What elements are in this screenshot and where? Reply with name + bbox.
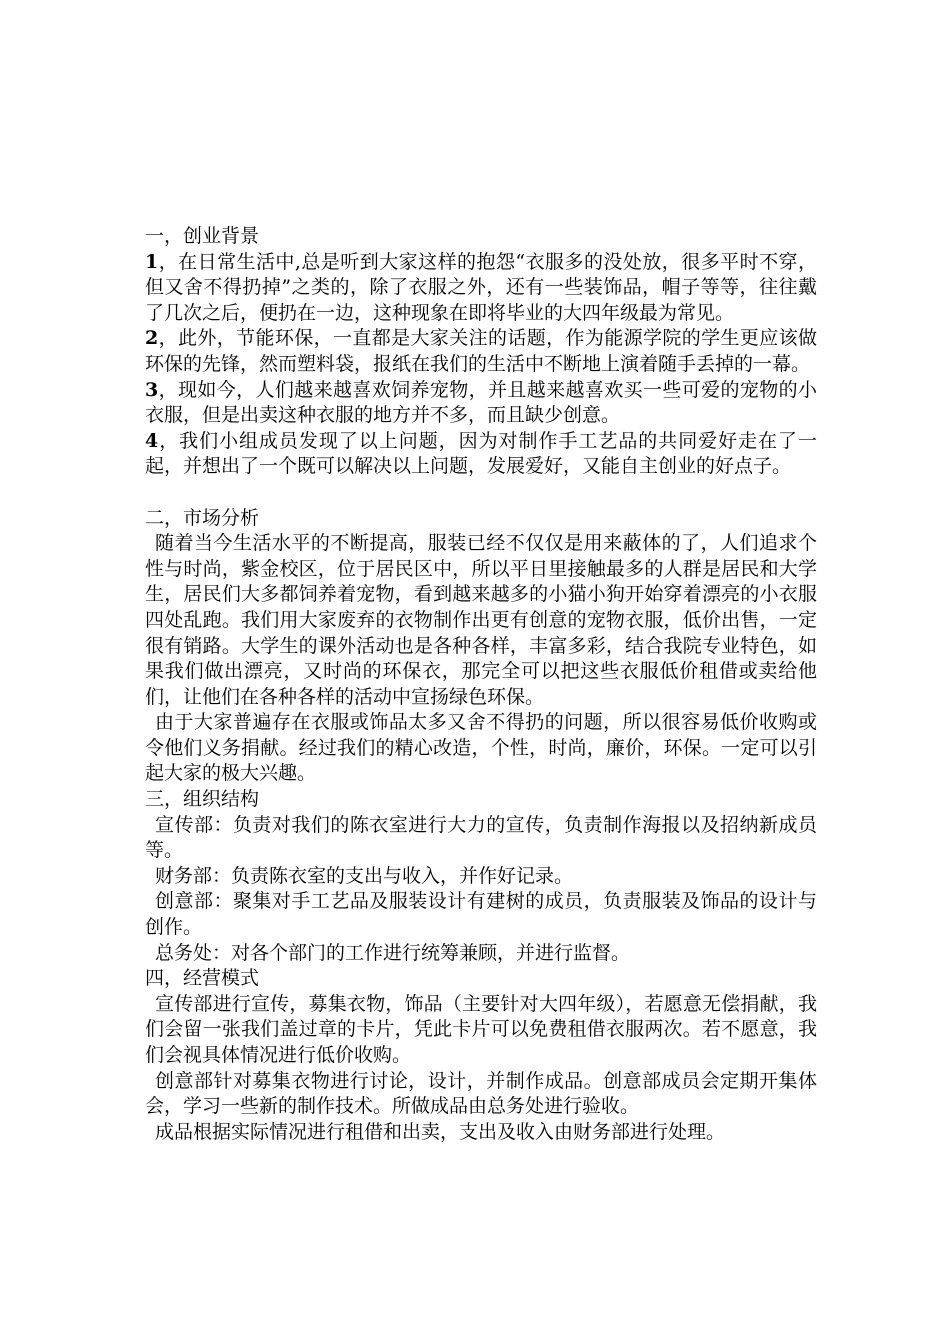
item-number: 1 [145, 250, 159, 273]
document-page [145, 224, 817, 1145]
mode-paragraph-1: 宣传部进行宣传，募集衣物，饰品（主要针对大四年级），若愿意无偿捐献，我们会留一张我们盖过章的卡片，凭此卡片可以免费租借衣服两次。若不愿意，我们会视具体情况进行低价收购。 [145, 992, 817, 1066]
item-text: ，现如今，人们越来越喜欢饲养宠物，并且越来越喜欢买一些可爱的宠物的小衣服，但是出卖这种衣服的地方并不多，而且缺少创意。 [145, 378, 817, 427]
market-paragraph-2: 由于大家普遍存在衣服或饰品太多又舍不得扔的问题，所以很容易低价收购或令他们义务捐献。经过我们的精心改造，个性，时尚，廉价，环保。一定可以引起大家的极大兴趣。 [145, 711, 817, 785]
mode-paragraph-3: 成品根据实际情况进行租借和出卖，支出及收入由财务部进行处理。 [155, 1120, 726, 1143]
section-heading-org: 三，组织结构 [145, 788, 260, 811]
blank-line [145, 480, 817, 506]
section-heading-background: 一，创业背景 [145, 225, 260, 247]
item-text: ，我们小组成员发现了以上问题，因为对制作手工艺品的共同爱好走在了一起，并想出了一个既可以解决以上问题，发展爱好，又能自主创业的好点子。 [145, 429, 817, 478]
background-item-4 [145, 429, 817, 480]
background-item-2 [145, 326, 817, 377]
org-paragraph-general: 总务处：对各个部门的工作进行统筹兼顾，并进行监督。 [155, 941, 631, 964]
mode-paragraph-2: 创意部针对募集衣物进行讨论，设计，并制作成品。创意部成员会定期开集体会，学习一些新的制作技术。所做成品由总务处进行验收。 [145, 1069, 817, 1118]
item-number: 4 [145, 429, 159, 452]
org-paragraph-finance: 财务部：负责陈衣室的支出与收入，并作好记录。 [155, 864, 574, 887]
section-heading-mode: 四，经营模式 [145, 967, 260, 990]
background-item-1 [145, 250, 817, 327]
item-number: 3 [145, 378, 159, 401]
item-number: 2 [145, 327, 159, 350]
market-paragraph-1: 随着当今生活水平的不断提高，服装已经不仅仅是用来蔽体的了，人们追求个性与时尚，紫金校区，位于居民区中，所以平日里接触最多的人群是居民和大学生，居民们大多都饲养着宠物，看到越来越多的小猫小狗开始穿着漂亮的小衣服四处乱跑。我们用大家废弃的衣物制作出更有创意的宠物衣服，低价出售，一定很有销路。大学生的课外活动也是各种各样，丰富多彩，结合我院专业特色，如果我们做出漂亮，又时尚的环保衣，那完全可以把这些衣服低价租借或卖给他们，让他们在各种各样的活动中宣扬绿色环保。 [145, 532, 817, 708]
section-heading-market: 二，市场分析 [145, 506, 260, 529]
org-paragraph-creative: 创意部：聚集对手工艺品及服装设计有建树的成员，负责服装及饰品的设计与创作。 [145, 890, 817, 939]
item-text: ，此外，节能环保，一直都是大家关注的话题，作为能源学院的学生更应该做环保的先锋，然而塑料袋，报纸在我们的生活中不断地上演着随手丢掉的一幕。 [145, 327, 817, 375]
org-paragraph-publicity: 宣传部：负责对我们的陈衣室进行大力的宣传，负责制作海报以及招纳新成员等。 [145, 813, 817, 862]
item-text: ，在日常生活中,总是听到大家这样的抱怨“衣服多的没处放，很多平时不穿，但又舍不得扔掉”之类的，除了衣服之外，还有一些装饰品，帽子等等，往往戴了几次之后，便扔在一边，这种现象在即将毕业的大四年级最为常见。 [145, 250, 817, 324]
background-item-3 [145, 378, 817, 429]
